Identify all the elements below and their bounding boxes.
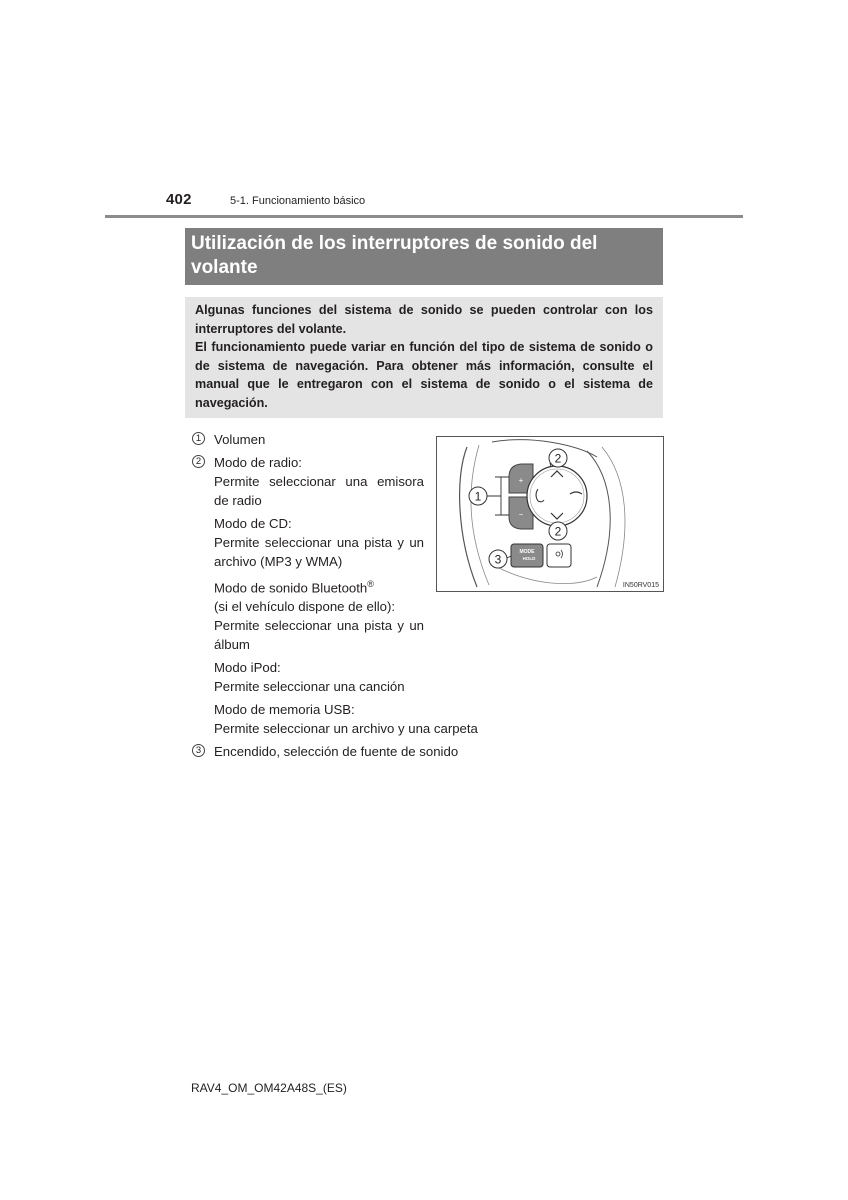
section-breadcrumb: 5-1. Funcionamiento básico bbox=[230, 195, 366, 207]
cd-mode-desc-line-1: Permite seleccionar una pista y un bbox=[214, 535, 424, 550]
voice-command-icon bbox=[547, 544, 571, 567]
bluetooth-mode-note: (si el vehículo dispone de ello): bbox=[214, 599, 396, 615]
ipod-mode-block bbox=[214, 658, 490, 696]
usb-mode-block bbox=[214, 700, 490, 738]
ipod-mode-title: Modo iPod: bbox=[214, 660, 281, 676]
intro-paragraph-2: El funcionamiento puede variar en función del tipo de sistema de sonido o de sistema de navegación. Para obtener más información, consulte el manual que le entregaron con el sistema de sonido o el sistema de navegación. bbox=[195, 340, 653, 410]
usb-mode-title: Modo de memoria USB: bbox=[214, 702, 355, 718]
steering-wheel-illustration bbox=[437, 437, 665, 593]
radio-mode-desc-line-1: Permite seleccionar una emisora bbox=[214, 474, 424, 489]
intro-box bbox=[185, 297, 663, 418]
bluetooth-mode-desc-line-1: Permite seleccionar una pista y un bbox=[214, 618, 424, 634]
registered-mark: ® bbox=[367, 579, 374, 589]
cd-mode-title: Modo de CD: bbox=[214, 516, 292, 531]
mode-hold-button-icon bbox=[511, 544, 543, 567]
volume-minus-label: − bbox=[518, 510, 524, 519]
usb-mode-desc: Permite seleccionar un archivo y una carpeta bbox=[214, 721, 478, 737]
page-number: 402 bbox=[166, 191, 192, 208]
callout-number-1: 1 bbox=[192, 432, 205, 445]
callout-number-3: 3 bbox=[192, 744, 205, 757]
cd-mode-desc-line-2: archivo (MP3 y WMA) bbox=[214, 554, 343, 569]
mode-label: MODE bbox=[519, 549, 535, 555]
volume-plus-label: + bbox=[518, 476, 524, 485]
figure-callout-2-top-label: 2 bbox=[554, 451, 562, 466]
legend-label-volume: Volumen bbox=[214, 432, 266, 447]
bluetooth-mode-desc-line-2: álbum bbox=[214, 637, 250, 653]
ipod-mode-desc: Permite seleccionar una canción bbox=[214, 679, 405, 695]
callout-number-2: 2 bbox=[192, 455, 205, 468]
figure-code: IN50RV015 bbox=[622, 582, 659, 589]
header-divider bbox=[105, 215, 743, 218]
steering-switch-figure bbox=[436, 436, 664, 592]
intro-paragraph-1: Algunas funciones del sistema de sonido se pueden controlar con los interruptores del volante. bbox=[195, 303, 653, 336]
hold-label: HOLD bbox=[522, 556, 536, 561]
page-title: Utilización de los interruptores de sonido del volante bbox=[185, 228, 663, 285]
figure-callout-1-label: 1 bbox=[474, 489, 482, 504]
radio-mode-desc-line-2: de radio bbox=[214, 493, 262, 508]
bluetooth-mode-title: Modo de sonido Bluetooth bbox=[214, 580, 368, 596]
figure-callout-2-bottom-label: 2 bbox=[554, 524, 562, 539]
figure-callout-3-label: 3 bbox=[494, 552, 502, 567]
legend-label-power-source: Encendido, selección de fuente de sonido bbox=[214, 744, 459, 760]
radio-mode-title: Modo de radio: bbox=[214, 455, 302, 470]
footer-document-code: RAV4_OM_OM42A48S_(ES) bbox=[191, 1081, 347, 1095]
legend-item-power-source bbox=[190, 742, 490, 761]
